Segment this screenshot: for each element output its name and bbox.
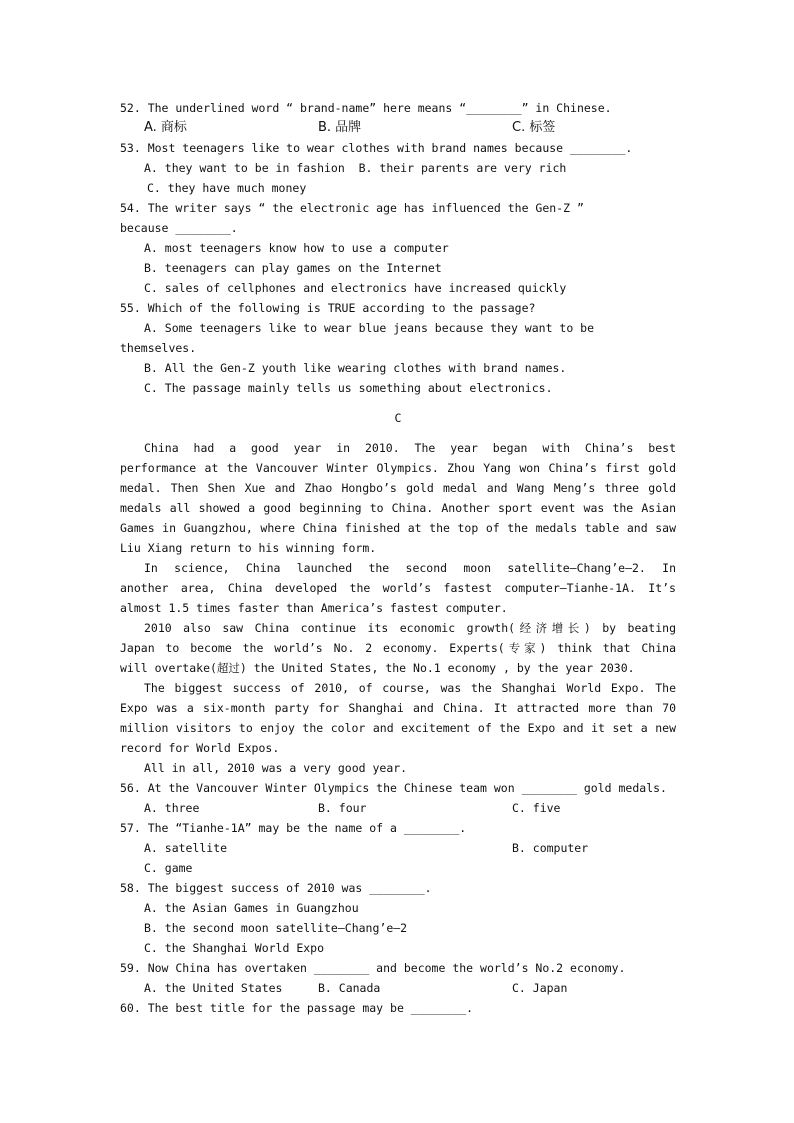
question-55-option-a: A. Some teenagers like to wear blue jeans because they want to be <box>144 321 595 335</box>
question-58-option-b: B. the second moon satellite—Chang’e–2 <box>144 921 408 935</box>
passage-line: The biggest success of 2010, of course, was the Shanghai World Expo. The <box>144 681 676 695</box>
passage-line: million visitors to enjoy the color and excitement of the Expo and it set a new <box>120 721 676 735</box>
passage-line: 2010 also saw China continue its economic growth(经济增长) by beating <box>144 621 676 635</box>
option-a: A. satellite <box>144 841 228 855</box>
passage-line: Japan to become the world’s No. 2 economy. Experts(专家) think that China <box>120 641 676 655</box>
question-58-option-a: A. the Asian Games in Guangzhou <box>144 901 359 915</box>
option-c: C. 标签 <box>512 120 556 135</box>
passage-line: All in all, 2010 was a very good year. <box>144 761 408 775</box>
passage-line: medals all showed a good beginning to China. Another sport event was the Asian <box>120 501 676 515</box>
question-53-options-ab: A. they want to be in fashion B. their parents are very rich <box>144 161 567 175</box>
option-a: A. the United States <box>144 981 283 995</box>
question-55-option-a-cont: themselves. <box>120 341 197 355</box>
option-c: C. five <box>512 801 561 815</box>
question-59-options <box>120 978 676 998</box>
question-54-option-a: A. most teenagers know how to use a computer <box>144 241 449 255</box>
passage-line: performance at the Vancouver Winter Olympics. Zhou Yang won China’s first gold <box>120 461 676 475</box>
option-b: B. computer <box>512 841 589 855</box>
option-b: B. 品牌 <box>318 120 362 135</box>
passage-line: Expo was a six-month party for Shanghai and China. It attracted more than 70 <box>120 701 676 715</box>
question-52-options <box>120 118 676 138</box>
passage-line: medal. Then Shen Xue and Zhao Hongbo’s gold medal and Wang Meng’s three gold <box>120 481 676 495</box>
exam-page <box>120 98 676 1018</box>
passage-line: Liu Xiang return to his winning form. <box>120 541 377 555</box>
option-a: A. three <box>144 801 200 815</box>
question-58-stem: 58. The biggest success of 2010 was ________. <box>120 881 432 895</box>
question-53-option-c: C. they have much money <box>147 181 307 195</box>
question-54-stem-cont: because ________. <box>120 221 238 235</box>
question-53-stem: 53. Most teenagers like to wear clothes with brand names because ________. <box>120 141 633 155</box>
question-57-options <box>120 838 676 858</box>
question-55-stem: 55. Which of the following is TRUE according to the passage? <box>120 301 536 315</box>
question-52-stem: 52. The underlined word “ brand-name” here means “________” in Chinese. <box>120 101 612 115</box>
question-54-option-c: C. sales of cellphones and electronics have increased quickly <box>144 281 567 295</box>
passage-line: will overtake(超过) the United States, the No.1 economy , by the year 2030. <box>120 661 635 675</box>
question-56-options <box>120 798 676 818</box>
option-c: C. Japan <box>512 981 568 995</box>
passage-line: record for World Expos. <box>120 741 280 755</box>
question-55-option-b: B. All the Gen-Z youth like wearing clothes with brand names. <box>144 361 567 375</box>
question-55-option-c: C. The passage mainly tells us something about electronics. <box>144 381 553 395</box>
question-60-stem: 60. The best title for the passage may be ________. <box>120 1001 474 1015</box>
question-56-stem: 56. At the Vancouver Winter Olympics the Chinese team won ________ gold medals. <box>120 781 667 795</box>
question-59-stem: 59. Now China has overtaken ________ and become the world’s No.2 economy. <box>120 961 626 975</box>
option-b: B. Canada <box>318 981 381 995</box>
passage-line: China had a good year in 2010. The year began with China’s best <box>144 441 676 455</box>
question-57-stem: 57. The “Tianhe-1A” may be the name of a ________. <box>120 821 467 835</box>
question-54-option-b: B. teenagers can play games on the Internet <box>144 261 442 275</box>
section-heading-c: C <box>394 411 402 425</box>
question-58-option-c: C. the Shanghai World Expo <box>144 941 325 955</box>
passage-line: another area, China developed the world’s fastest computer—Tianhe-1A. It’s <box>120 581 676 595</box>
option-b: B. four <box>318 801 367 815</box>
passage-line: In science, China launched the second moon satellite—Chang’e–2. In <box>144 561 676 575</box>
question-54-stem: 54. The writer says “ the electronic age has influenced the Gen-Z ” <box>120 201 584 215</box>
passage-line: Games in Guangzhou, where China finished at the top of the medals table and saw <box>120 521 676 535</box>
question-57-option-c: C. game <box>144 861 193 875</box>
passage-line: almost 1.5 times faster than America’s fastest computer. <box>120 601 508 615</box>
option-a: A. 商标 <box>144 120 187 135</box>
